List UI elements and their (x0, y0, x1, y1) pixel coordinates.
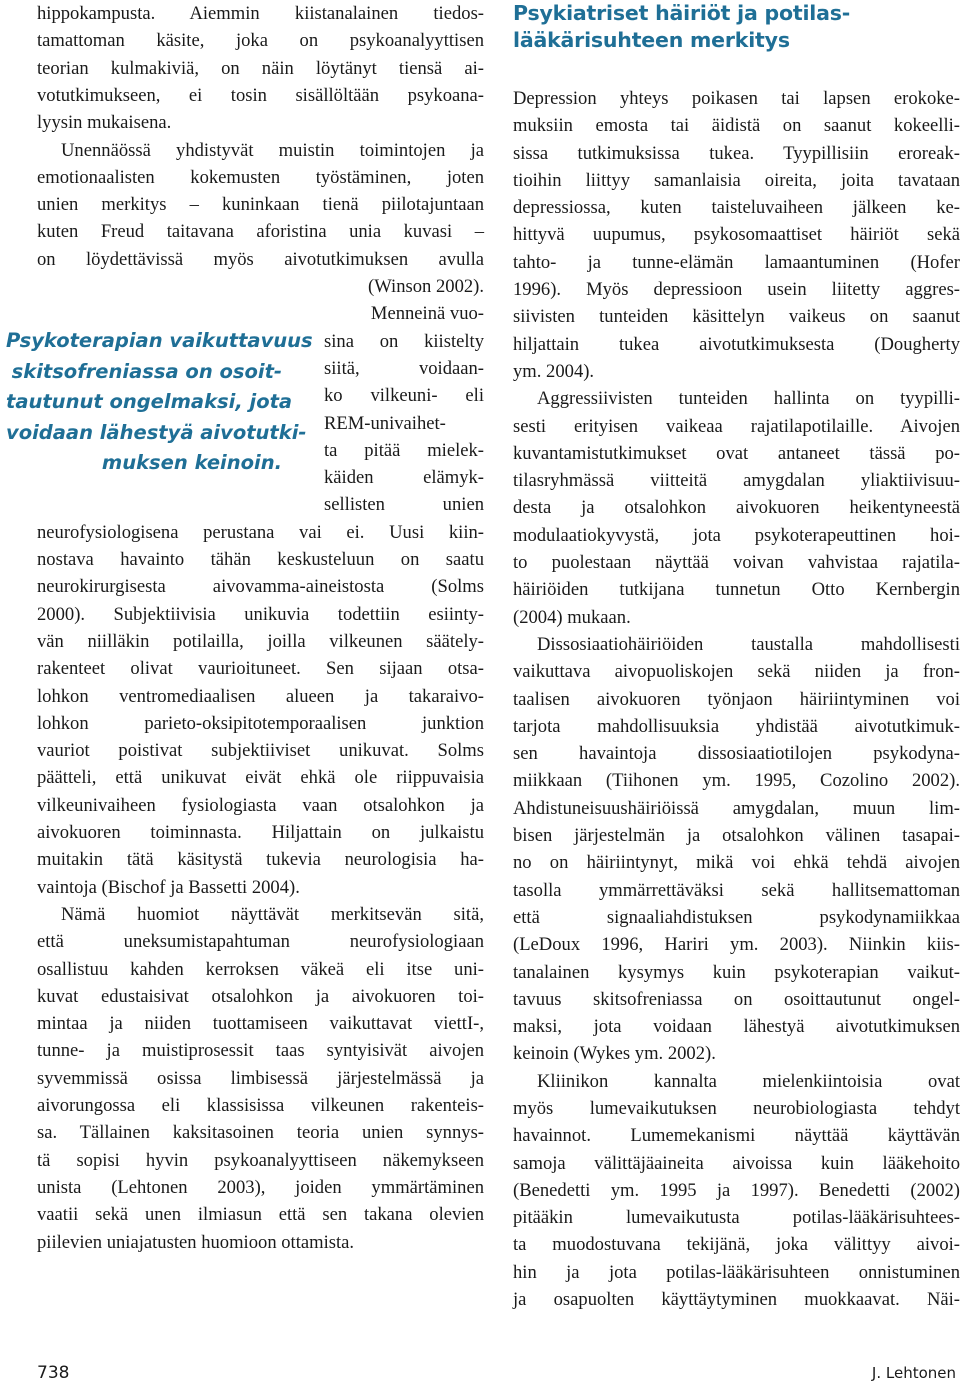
body-text-line: 2000). Subjektiivisia unikuvia todettiin esiinty- (37, 603, 484, 625)
body-text-line: hittyvä uupumus, psykosomaattiset häiriöt sekä (513, 224, 960, 246)
body-text-line: REM-univaihet- (324, 412, 446, 434)
body-text-line: unista (Lehtonen 2003), joiden ymmärtäminen (37, 1176, 484, 1198)
body-text-line: tanalainen kysymys kuin psykoterapian vaikut- (513, 961, 960, 983)
pull-quote-line: Psykoterapian vaikuttavuus (6, 329, 313, 352)
body-text-line: Depression yhteys poikasen tai lapsen erokoke- (513, 88, 960, 109)
body-text-line: tavuus skitsofreniassa on osoittautunut ongel- (513, 988, 960, 1010)
body-text-line: piilevien uniajatusten huomioon ottamista. (37, 1231, 355, 1253)
left-column (37, 0, 484, 1256)
body-text-line: tahto- ja tunne-elämän lamaantuminen (Hofer (513, 251, 960, 273)
body-text-line: desta ja otsalohkon aivokuoren heikentyneestä (513, 497, 960, 519)
body-text-line: vauriot poistivat subjektiiviset unikuvat. Solms (37, 740, 484, 762)
body-text-line: bisen järjestelmän ja otsalohkon välinen tasapai- (513, 825, 960, 847)
body-text-line: myös lumevaikutuksen neurobiologiasta tehdyt (513, 1097, 960, 1119)
body-text-line: miikkaan (Tiihonen ym. 1995, Cozolino 2002). (513, 770, 960, 792)
body-text-line: unien merkitys – kuninkaan tienä piilotajuntaan (37, 194, 484, 216)
body-text-line: että uneksumistapahtuman neurofysiologiaan (37, 931, 484, 953)
body-text-line: pitääkin lumevaikutusta potilas-lääkärisuhtees- (513, 1207, 960, 1229)
body-text-line: muitakin tätä käsitystä tukevia neurologisia ha- (37, 849, 484, 871)
body-text-line: vaatii sekä unen ilmiasun että sen takana olevien (37, 1204, 484, 1226)
body-text-line: aivokuoren toiminnasta. Hiljattain on julkaistu (37, 822, 484, 843)
body-text-line: (Winson 2002). (368, 276, 484, 297)
body-text-line: ta muodostuvana tekijänä, joka välittyy aivoi- (513, 1234, 960, 1256)
pull-quote-line: skitsofreniassa on osoit- (11, 359, 282, 383)
body-text-line: käiden elämyk- (324, 467, 484, 489)
body-text-line: tilasryhmässä viitteitä amygdalan yliaktiivisuu- (513, 470, 960, 492)
body-text-line: Dissosiaatiohäiriöiden taustalla mahdollisesti (537, 633, 960, 655)
body-text-line: syvemmissä osissa limbisessä järjestelmässä ja (37, 1067, 484, 1089)
body-text-line: häiriöiden tutkijana tunnetun Otto Kernbergin (513, 579, 960, 601)
body-text-line: votutkimukseen, ei tosin sisällöltään psykoana- (37, 84, 484, 106)
body-text-line: lohkon ventromediaalisen alueen ja takaraivo- (37, 685, 484, 707)
body-text-line: ta pitää mielek- (324, 439, 484, 461)
body-text-line: päätteli, että unikuvat eivät ehkä ole riippuvaisia (37, 767, 484, 789)
body-text-line: (Benedetti ym. 1995 ja 1997). Benedetti (2002) (513, 1179, 960, 1201)
body-text-line: että signaaliahdistuksen psykodynamiikkaa (513, 906, 960, 928)
body-text-line: Ahdistuneisuushäiriöissä amygdalan, muun lim- (513, 797, 960, 819)
body-text-line: Nämä huomiot näyttävät merkitsevän sitä, (61, 903, 484, 925)
body-text-line: tioihin liittyy samanlaisia oireita, joita tavataan (513, 169, 960, 191)
body-text-line: rakenteet olivat vaurioituneet. Sen sijaan otsa- (37, 658, 484, 680)
body-text-line: emotionaalisten kokemusten työstäminen, joten (37, 166, 484, 188)
pull-quote-line: muksen keinoin. (101, 451, 282, 475)
section-heading: Psykiatriset häiriöt ja potilas-lääkärisuhteen merkitys (513, 1, 851, 52)
body-text-line: on löydettävissä myös aivotutkimuksen avulla (37, 248, 484, 270)
body-text-line: depressiossa, kuten taisteluvaiheen jälkeen ke- (513, 197, 960, 219)
body-text-line: modulaatiokyvystä, jota psykoterapeuttinen hoi- (513, 524, 960, 546)
body-text-line: kuten Freud taitavana aforistina unia kuvasi – (37, 221, 484, 243)
body-text-line: samoja välittäjäaineita aivoissa kuin lääkehoito (513, 1152, 960, 1174)
body-text-line: keinoin (Wykes ym. 2002). (513, 1043, 716, 1065)
body-text-line: vaintoja (Bischof ja Bassetti 2004). (37, 876, 300, 898)
body-text-line: lyysin mukaisena. (37, 112, 172, 134)
body-text-line: vän niilläkin potilailla, joilla vilkeunen säätely- (37, 630, 484, 652)
body-text-line: tunne- ja muistiprosessit taas syntyisivät aivojen (37, 1040, 484, 1062)
body-text-line: Aggressiivisten tunteiden hallinta on tyypilli- (537, 388, 960, 410)
body-text-line: muksiin emosta tai äidistä on saanut kokeelli- (513, 115, 960, 137)
body-text-line: neurofysiologisena perustana vai ei. Uusi kiin- (37, 521, 484, 543)
body-text-line: maksi, jota voidaan lähestyä aivotutkimuksen (513, 1016, 960, 1038)
body-text-line: (LeDoux 1996, Hariri ym. 2003). Niinkin kiis- (513, 934, 960, 956)
body-text-line: aivorungossa eli klassisissa vilkeunen rakenteis- (37, 1095, 484, 1116)
body-text-line: vilkeunivaiheen fysiologiasta vaan otsalohkon ja (37, 794, 484, 816)
right-column-body (513, 85, 960, 1313)
body-text-line: siivisten tunteiden käsittelyn vaikeus on saanut (513, 306, 960, 328)
body-text-line: hiljattain tukea aivotutkimuksesta (Dougherty (513, 333, 960, 355)
body-text-line: Unennäössä yhdistyvät muistin toimintojen ja (61, 139, 484, 161)
body-text-line: siitä, voidaan- (324, 357, 484, 379)
body-text-line: sina on kiistelty (324, 330, 484, 352)
body-text-line: havainnot. Lumemekanismi näyttää käyttävän (513, 1125, 960, 1147)
body-text-line: to puolestaan näyttää voivan vahvistaa rajatila- (513, 552, 960, 574)
pull-quote-line: tautunut ongelmaksi, jota (6, 390, 293, 414)
body-text-line: Kliinikon kannalta mielenkiintoisia ovat (537, 1070, 960, 1092)
body-text-line: nostava havainto tähän keskusteluun on saatu (37, 549, 484, 570)
body-text-line: tarjota mahdollisuuksia yhdistää aivotutkimuk- (513, 715, 960, 737)
body-text-line: lohkon parieto-oksipitotemporaalisen junktion (37, 712, 484, 734)
body-text-line: tamattoman käsite, joka on psykoanalyyttisen (37, 30, 484, 52)
body-text-line: kuvat edustaisivat otsalohkon ja aivokuoren toi- (37, 985, 484, 1007)
right-column (513, 0, 960, 1313)
author-footer: J. Lehtonen (871, 1364, 956, 1382)
body-text-line: sa. Tällainen kaksitasoinen teoria unien synnys- (37, 1122, 484, 1144)
body-text-line: hippokampusta. Aiemmin kiistanalainen tiedos- (37, 3, 484, 24)
body-text-line: ja osapuolten käyttäytyminen muokkaavat. Näi- (513, 1289, 960, 1311)
body-text-line: kuvantamistutkimukset ovat antaneet tässä po- (513, 442, 960, 464)
body-text-line: sissa tutkimuksissa tukea. Tyypillisiin eroreak- (513, 142, 960, 164)
body-text-line: Menneinä vuo- (370, 303, 484, 325)
body-text-line: ym. 2004). (513, 360, 595, 382)
body-text-line: sellisten unien (324, 494, 484, 516)
body-text-line: no on häiriintynyt, mikä voi ehkä tehdä aivojen (513, 852, 960, 874)
body-text-line: vaikuttava aivopuoliskojen sekä niiden ja fron- (513, 661, 960, 683)
body-text-line: (2004) mukaan. (513, 606, 631, 628)
body-text-line: mintaa ja niiden tuottamiseen vaikuttavat viettI-, (37, 1013, 484, 1035)
body-text-line: ko vilkeuni- eli (324, 385, 484, 407)
body-text-line: tä sopisi hyvin psykoanalyyttiseen näkemykseen (37, 1149, 484, 1171)
body-text-line: tasolla ymmärrettäväksi sekä hallitsemattoman (513, 879, 960, 901)
body-text-line: 1996). Myös depressioon usein liitetty aggres- (513, 279, 960, 301)
body-text-line: sen havaintoja dissosiaatiotilojen psykodyna- (513, 743, 960, 765)
body-text-line: teorian kulmakiviä, on näin löytänyt tiensä ai- (37, 57, 484, 79)
body-text-line: taalisen aivokuoren työnjaon häiriintyminen voi (513, 688, 960, 710)
page-number: 738 (37, 1363, 70, 1383)
pull-quote-line: voidaan lähestyä aivotutki- (6, 420, 307, 444)
body-text-line: neurokirurgisesta aivovamma-aineistosta (Solms (37, 576, 484, 598)
body-text-line: hin ja jota potilas-lääkärisuhteen onnistuminen (513, 1261, 960, 1283)
pull-quote (6, 326, 313, 479)
body-text-line: osallistuu kahden kerroksen väkeä eli itse uni- (37, 958, 484, 980)
body-text-line: sesti erityisen vaikeaa rajatilapotilaille. Aivojen (513, 415, 960, 437)
